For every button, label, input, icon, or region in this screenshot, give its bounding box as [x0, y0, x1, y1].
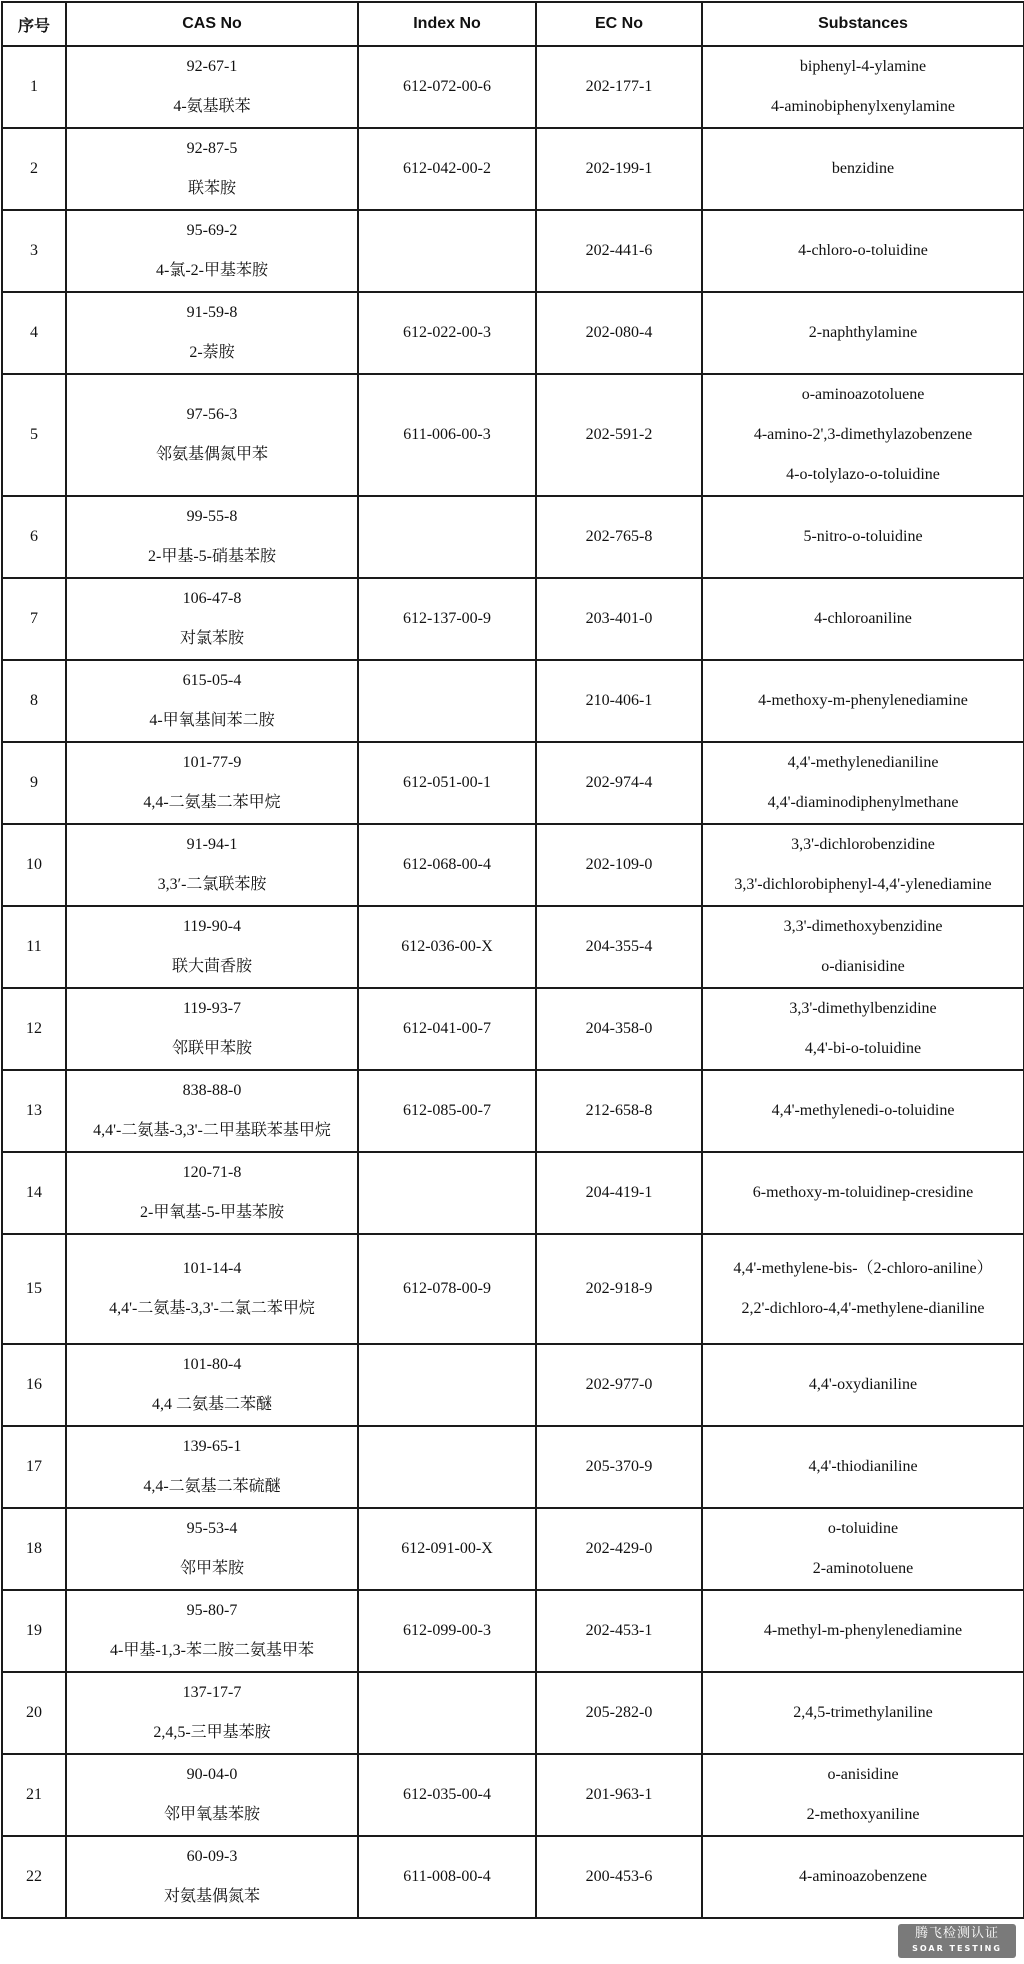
substance-name: 3,3'-dichlorobiphenyl-4,4'-ylenediamine: [734, 876, 992, 893]
substance-name: 3,3'-dimethoxybenzidine: [783, 918, 943, 935]
chinese-name: 4,4'-二氨基-3,3'-二氯二苯甲烷: [109, 1300, 315, 1317]
chinese-name: 邻联甲苯胺: [171, 1040, 252, 1057]
substance-name: 2-methoxyaniline: [806, 1806, 920, 1823]
row-no: 18: [2, 1508, 66, 1590]
substances-cell: [702, 1070, 1024, 1152]
ec-no: 210-406-1: [536, 660, 702, 742]
ec-no: 204-419-1: [536, 1152, 702, 1234]
substance-name: 2-naphthylamine: [808, 324, 918, 341]
cas-number: 60-09-3: [186, 1848, 238, 1865]
header-no: 序号: [2, 2, 66, 46]
table-row: [2, 988, 1024, 1070]
chinese-name: 对氨基偶氮苯: [163, 1888, 260, 1905]
ec-no: 205-282-0: [536, 1672, 702, 1754]
substance-name: 6-methoxy-m-toluidinep-cresidine: [752, 1184, 974, 1201]
index-no: 612-035-00-4: [358, 1754, 536, 1836]
table-row: [2, 1344, 1024, 1426]
ec-no: 202-177-1: [536, 46, 702, 128]
substance-name: 2-aminotoluene: [812, 1560, 914, 1577]
substance-name: o-toluidine: [827, 1520, 899, 1537]
row-no: 13: [2, 1070, 66, 1152]
cas-cell: [66, 906, 358, 988]
index-no: 612-137-00-9: [358, 578, 536, 660]
row-no: 10: [2, 824, 66, 906]
table-row: [2, 496, 1024, 578]
row-no: 16: [2, 1344, 66, 1426]
substance-name: 4,4'-diaminodiphenylmethane: [767, 794, 959, 811]
table-row: [2, 1426, 1024, 1508]
cas-cell: [66, 660, 358, 742]
chinese-name: 对氯苯胺: [179, 630, 244, 647]
row-no: 1: [2, 46, 66, 128]
cas-cell: [66, 1344, 358, 1426]
cas-cell: [66, 292, 358, 374]
ec-no: 205-370-9: [536, 1426, 702, 1508]
ec-no: 203-401-0: [536, 578, 702, 660]
cas-number: 97-56-3: [186, 406, 238, 423]
index-no: [358, 1426, 536, 1508]
substance-name: o-aminoazotoluene: [801, 386, 925, 403]
chinese-name: 2-甲氧基-5-甲基苯胺: [140, 1204, 284, 1221]
index-no: 611-008-00-4: [358, 1836, 536, 1918]
cas-cell: [66, 988, 358, 1070]
chinese-name: 3,3′-二氯联苯胺: [157, 876, 267, 893]
header-ec: EC No: [536, 2, 702, 46]
chinese-name: 4,4'-二氨基-3,3'-二甲基联苯基甲烷: [93, 1122, 331, 1139]
cas-number: 90-04-0: [186, 1766, 238, 1783]
table-row: [2, 292, 1024, 374]
table-row: [2, 1234, 1024, 1344]
table-row: [2, 1672, 1024, 1754]
substance-name: 4,4'-methylenedi-o-toluidine: [771, 1102, 955, 1119]
cas-cell: [66, 374, 358, 496]
cas-cell: [66, 1754, 358, 1836]
substance-name: 4-chloro-o-toluidine: [798, 242, 928, 259]
row-no: 22: [2, 1836, 66, 1918]
index-no: 612-072-00-6: [358, 46, 536, 128]
ec-no: 212-658-8: [536, 1070, 702, 1152]
chinese-name: 4-甲氧基间苯二胺: [149, 712, 275, 729]
substance-name: benzidine: [831, 160, 895, 177]
cas-cell: [66, 128, 358, 210]
substance-name: 5-nitro-o-toluidine: [803, 528, 923, 545]
table-row: [2, 1152, 1024, 1234]
substances-cell: [702, 988, 1024, 1070]
chinese-name: 邻甲氧基苯胺: [163, 1806, 260, 1823]
cas-number: 106-47-8: [182, 590, 242, 607]
substances-cell: [702, 496, 1024, 578]
index-no: 612-041-00-7: [358, 988, 536, 1070]
table-row: [2, 1754, 1024, 1836]
cas-number: 139-65-1: [182, 1438, 242, 1455]
cas-cell: [66, 1590, 358, 1672]
ec-no: 202-453-1: [536, 1590, 702, 1672]
index-no: 612-085-00-7: [358, 1070, 536, 1152]
row-no: 3: [2, 210, 66, 292]
substance-name: 4-methoxy-m-phenylenediamine: [758, 692, 968, 709]
ec-no: 202-429-0: [536, 1508, 702, 1590]
substances-cell: [702, 1152, 1024, 1234]
substance-name: 4-aminoazobenzene: [799, 1868, 927, 1885]
substance-name: 2,2'-dichloro-4,4'-methylene-dianiline: [741, 1300, 985, 1317]
table-row: [2, 1508, 1024, 1590]
substances-cell: [702, 1508, 1024, 1590]
cas-cell: [66, 496, 358, 578]
row-no: 20: [2, 1672, 66, 1754]
cas-number: 92-67-1: [186, 58, 238, 75]
substances-cell: [702, 1344, 1024, 1426]
cas-cell: [66, 824, 358, 906]
watermark-en: SOAR TESTING: [912, 1944, 1002, 1953]
header-substances: Substances: [702, 2, 1024, 46]
chinese-name: 邻甲苯胺: [179, 1560, 244, 1577]
substances-cell: [702, 1836, 1024, 1918]
cas-number: 137-17-7: [182, 1684, 242, 1701]
chinese-name: 4,4 二氨基二苯醚: [151, 1396, 272, 1413]
soar-testing-watermark: [898, 1924, 1016, 1958]
row-no: 21: [2, 1754, 66, 1836]
index-no: [358, 496, 536, 578]
cas-cell: [66, 1152, 358, 1234]
cas-number: 95-80-7: [186, 1602, 238, 1619]
cas-cell: [66, 46, 358, 128]
substance-name: 4,4'-bi-o-toluidine: [804, 1040, 922, 1057]
row-no: 17: [2, 1426, 66, 1508]
substances-cell: [702, 374, 1024, 496]
chinese-name: 联苯胺: [187, 180, 236, 197]
index-no: 612-022-00-3: [358, 292, 536, 374]
cas-number: 615-05-4: [182, 672, 242, 689]
chinese-name: 4,4-二氨基二苯硫醚: [143, 1478, 281, 1495]
row-no: 15: [2, 1234, 66, 1344]
table-row: [2, 1836, 1024, 1918]
index-no: [358, 1672, 536, 1754]
chinese-name: 4-甲基-1,3-苯二胺二氨基甲苯: [110, 1642, 314, 1659]
table-row: [2, 210, 1024, 292]
cas-cell: [66, 578, 358, 660]
cas-number: 91-59-8: [186, 304, 238, 321]
substances-cell: [702, 660, 1024, 742]
cas-cell: [66, 1836, 358, 1918]
ec-no: 200-453-6: [536, 1836, 702, 1918]
table-row: [2, 578, 1024, 660]
ec-no: 202-441-6: [536, 210, 702, 292]
substances-cell: [702, 824, 1024, 906]
substances-cell: [702, 292, 1024, 374]
cas-number: 838-88-0: [182, 1082, 242, 1099]
substance-name: 4,4'-oxydianiline: [808, 1376, 918, 1393]
ec-no: 202-109-0: [536, 824, 702, 906]
chinese-name: 4-氯-2-甲基苯胺: [156, 262, 268, 279]
index-no: [358, 660, 536, 742]
cas-number: 99-55-8: [186, 508, 238, 525]
index-no: 612-078-00-9: [358, 1234, 536, 1344]
index-no: 612-051-00-1: [358, 742, 536, 824]
chinese-name: 联大茴香胺: [171, 958, 252, 975]
ec-no: 202-974-4: [536, 742, 702, 824]
ec-no: 202-765-8: [536, 496, 702, 578]
substance-name: 3,3'-dimethylbenzidine: [789, 1000, 937, 1017]
substances-cell: [702, 1754, 1024, 1836]
index-no: [358, 210, 536, 292]
cas-cell: [66, 210, 358, 292]
ec-no: 204-355-4: [536, 906, 702, 988]
watermark-cn: 腾飞检测认证: [914, 1926, 999, 1941]
row-no: 12: [2, 988, 66, 1070]
substance-table: [1, 1, 1024, 1919]
chinese-name: 2,4,5-三甲基苯胺: [153, 1724, 271, 1741]
cas-number: 101-14-4: [182, 1260, 242, 1277]
table-row: [2, 374, 1024, 496]
ec-no: 202-918-9: [536, 1234, 702, 1344]
cas-cell: [66, 1070, 358, 1152]
row-no: 14: [2, 1152, 66, 1234]
cas-number: 92-87-5: [186, 140, 238, 157]
substances-cell: [702, 210, 1024, 292]
index-no: [358, 1344, 536, 1426]
substance-name: 4,4'-methylenedianiline: [787, 754, 939, 771]
ec-no: 201-963-1: [536, 1754, 702, 1836]
row-no: 6: [2, 496, 66, 578]
index-no: 612-068-00-4: [358, 824, 536, 906]
substance-name: 4-aminobiphenylxenylamine: [771, 98, 955, 115]
cas-number: 119-93-7: [182, 1000, 242, 1017]
table-row: [2, 1590, 1024, 1672]
table-row: [2, 1070, 1024, 1152]
cas-number: 119-90-4: [182, 918, 242, 935]
substance-name: 2,4,5-trimethylaniline: [793, 1704, 933, 1721]
row-no: 4: [2, 292, 66, 374]
substances-cell: [702, 1234, 1024, 1344]
row-no: 2: [2, 128, 66, 210]
cas-cell: [66, 1234, 358, 1344]
substance-name: 4-methyl-m-phenylenediamine: [763, 1622, 963, 1639]
cas-number: 91-94-1: [186, 836, 238, 853]
ec-no: 202-591-2: [536, 374, 702, 496]
cas-number: 101-80-4: [182, 1356, 242, 1373]
substances-cell: [702, 906, 1024, 988]
header-cas: CAS No: [66, 2, 358, 46]
substance-name: 4-chloroaniline: [814, 610, 912, 627]
chinese-name: 邻氨基偶氮甲苯: [155, 446, 268, 463]
substances-cell: [702, 1672, 1024, 1754]
substances-cell: [702, 742, 1024, 824]
row-no: 11: [2, 906, 66, 988]
ec-no: 202-080-4: [536, 292, 702, 374]
row-no: 19: [2, 1590, 66, 1672]
substances-cell: [702, 128, 1024, 210]
cas-number: 95-69-2: [186, 222, 238, 239]
substance-name: 4-o-tolylazo-o-toluidine: [786, 466, 940, 483]
cas-cell: [66, 1508, 358, 1590]
table-row: [2, 128, 1024, 210]
table-row: [2, 824, 1024, 906]
table-row: [2, 742, 1024, 824]
ec-no: 202-199-1: [536, 128, 702, 210]
cas-cell: [66, 742, 358, 824]
index-no: 612-036-00-X: [358, 906, 536, 988]
cas-number: 95-53-4: [186, 1520, 238, 1537]
cas-cell: [66, 1672, 358, 1754]
substance-name: o-anisidine: [827, 1766, 899, 1783]
cas-cell: [66, 1426, 358, 1508]
header-row: [2, 2, 1024, 46]
substance-name: 4,4'-methylene-bis-（2-chloro-aniline）: [733, 1260, 993, 1277]
index-no: [358, 1152, 536, 1234]
substance-name: biphenyl-4-ylamine: [799, 58, 927, 75]
header-index: Index No: [358, 2, 536, 46]
substances-cell: [702, 1590, 1024, 1672]
index-no: 611-006-00-3: [358, 374, 536, 496]
chinese-name: 4-氨基联苯: [173, 98, 251, 115]
chinese-name: 4,4-二氨基二苯甲烷: [143, 794, 281, 811]
table-row: [2, 906, 1024, 988]
cas-number: 101-77-9: [182, 754, 242, 771]
row-no: 8: [2, 660, 66, 742]
substances-cell: [702, 578, 1024, 660]
ec-no: 202-977-0: [536, 1344, 702, 1426]
row-no: 9: [2, 742, 66, 824]
ec-no: 204-358-0: [536, 988, 702, 1070]
index-no: 612-091-00-X: [358, 1508, 536, 1590]
substance-name: o-dianisidine: [821, 958, 905, 975]
cas-number: 120-71-8: [182, 1164, 242, 1181]
substances-cell: [702, 1426, 1024, 1508]
index-no: 612-042-00-2: [358, 128, 536, 210]
substance-name: 3,3'-dichlorobenzidine: [791, 836, 935, 853]
substances-cell: [702, 46, 1024, 128]
row-no: 7: [2, 578, 66, 660]
row-no: 5: [2, 374, 66, 496]
table-row: [2, 46, 1024, 128]
chinese-name: 2-萘胺: [189, 344, 235, 361]
substance-name: 4,4'-thiodianiline: [808, 1458, 918, 1475]
table-row: [2, 660, 1024, 742]
index-no: 612-099-00-3: [358, 1590, 536, 1672]
substance-name: 4-amino-2',3-dimethylazobenzene: [753, 426, 973, 443]
chinese-name: 2-甲基-5-硝基苯胺: [148, 548, 276, 565]
